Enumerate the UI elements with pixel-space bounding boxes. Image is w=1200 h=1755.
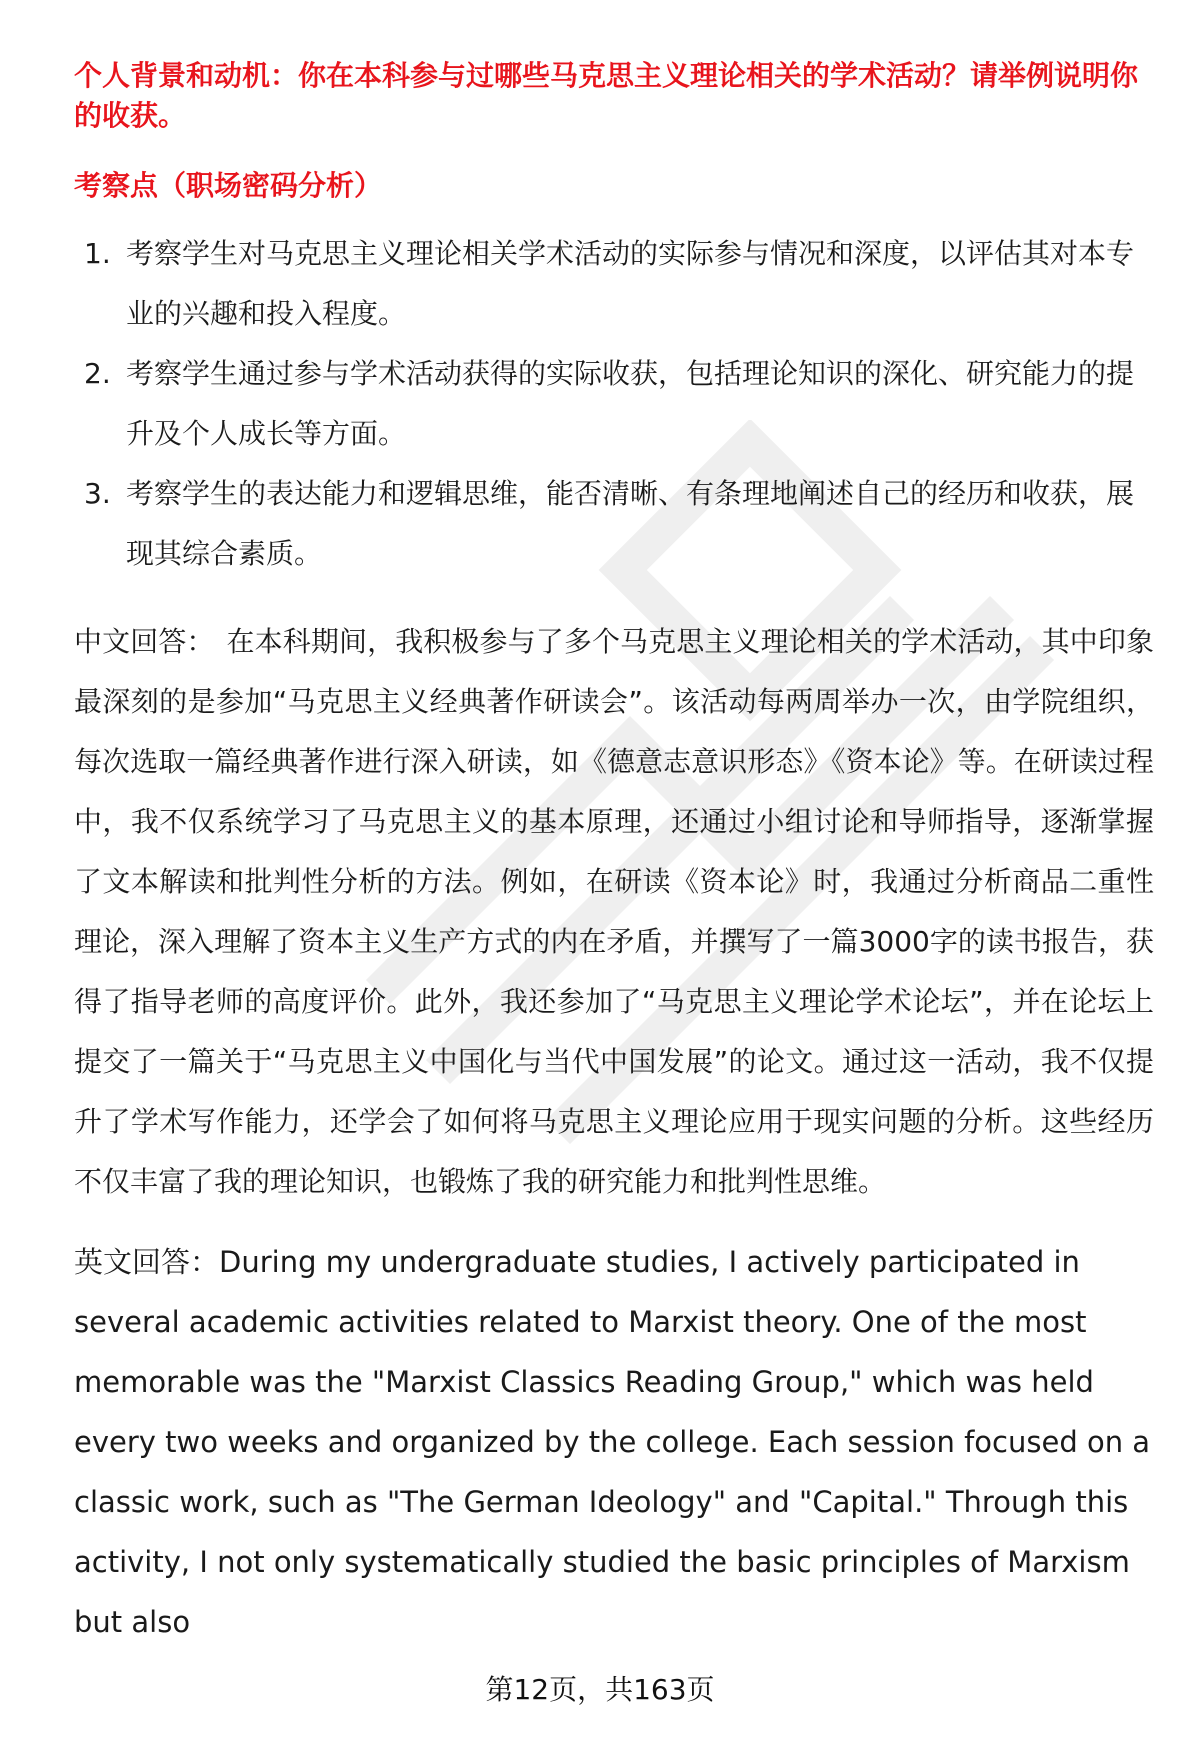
list-item-number: 3.: [84, 477, 111, 510]
list-item-text: 考察学生通过参与学术活动获得的实际收获，包括理论知识的深化、研究能力的提升及个人成长等方面。: [126, 357, 1135, 450]
english-answer-label: 英文回答：: [74, 1245, 220, 1279]
assessment-points-list: [74, 224, 1154, 584]
chinese-answer-label: 中文回答：: [74, 625, 215, 658]
document-page: [74, 56, 1154, 1652]
chinese-answer: [74, 612, 1154, 1212]
english-answer-text: During my undergraduate studies, I actively participated in several academic activities related to Marxist theory. One of the most memorable was the "Marxist Classics Reading Group," which was held every two weeks and organized by the college. Each session focused on a classic work, such as "The German Ideology" and "Capital." Through this activity, I not only systematically studied the basic principles of Marxism but also: [74, 1245, 1151, 1639]
section-title: 考察点（职场密码分析）: [74, 169, 383, 202]
list-item-number: 2.: [84, 357, 111, 390]
chinese-answer-text: 在本科期间，我积极参与了多个马克思主义理论相关的学术活动，其中印象最深刻的是参加“马克思主义经典著作研读会”。该活动每两周举办一次，由学院组织，每次选取一篇经典著作进行深入研读，如《德意志意识形态》《资本论》等。在研读过程中，我不仅系统学习了马克思主义的基本原理，还通过小组讨论和导师指导，逐渐掌握了文本解读和批判性分析的方法。例如，在研读《资本论》时，我通过分析商品二重性理论，深入理解了资本主义生产方式的内在矛盾，并撰写了一篇3000字的读书报告，获得了指导老师的高度评价。此外，我还参加了“马克思主义理论学术论坛”，并在论坛上提交了一篇关于“马克思主义中国化与当代中国发展”的论文。通过这一活动，我不仅提升了学术写作能力，还学会了如何将马克思主义理论应用于现实问题的分析。这些经历不仅丰富了我的理论知识，也锻炼了我的研究能力和批判性思维。: [74, 625, 1154, 1198]
list-item: [74, 224, 1154, 344]
list-item: [74, 464, 1154, 584]
page-number: 第12页，共163页: [485, 1673, 715, 1706]
question-heading: 个人背景和动机：你在本科参与过哪些马克思主义理论相关的学术活动？请举例说明你的收获。: [74, 59, 1139, 132]
list-item: [74, 344, 1154, 464]
english-answer: [74, 1232, 1154, 1652]
list-item-number: 1.: [84, 237, 111, 270]
list-item-text: 考察学生的表达能力和逻辑思维，能否清晰、有条理地阐述自己的经历和收获，展现其综合素质。: [126, 477, 1135, 570]
list-item-text: 考察学生对马克思主义理论相关学术活动的实际参与情况和深度，以评估其对本专业的兴趣和投入程度。: [126, 237, 1135, 330]
